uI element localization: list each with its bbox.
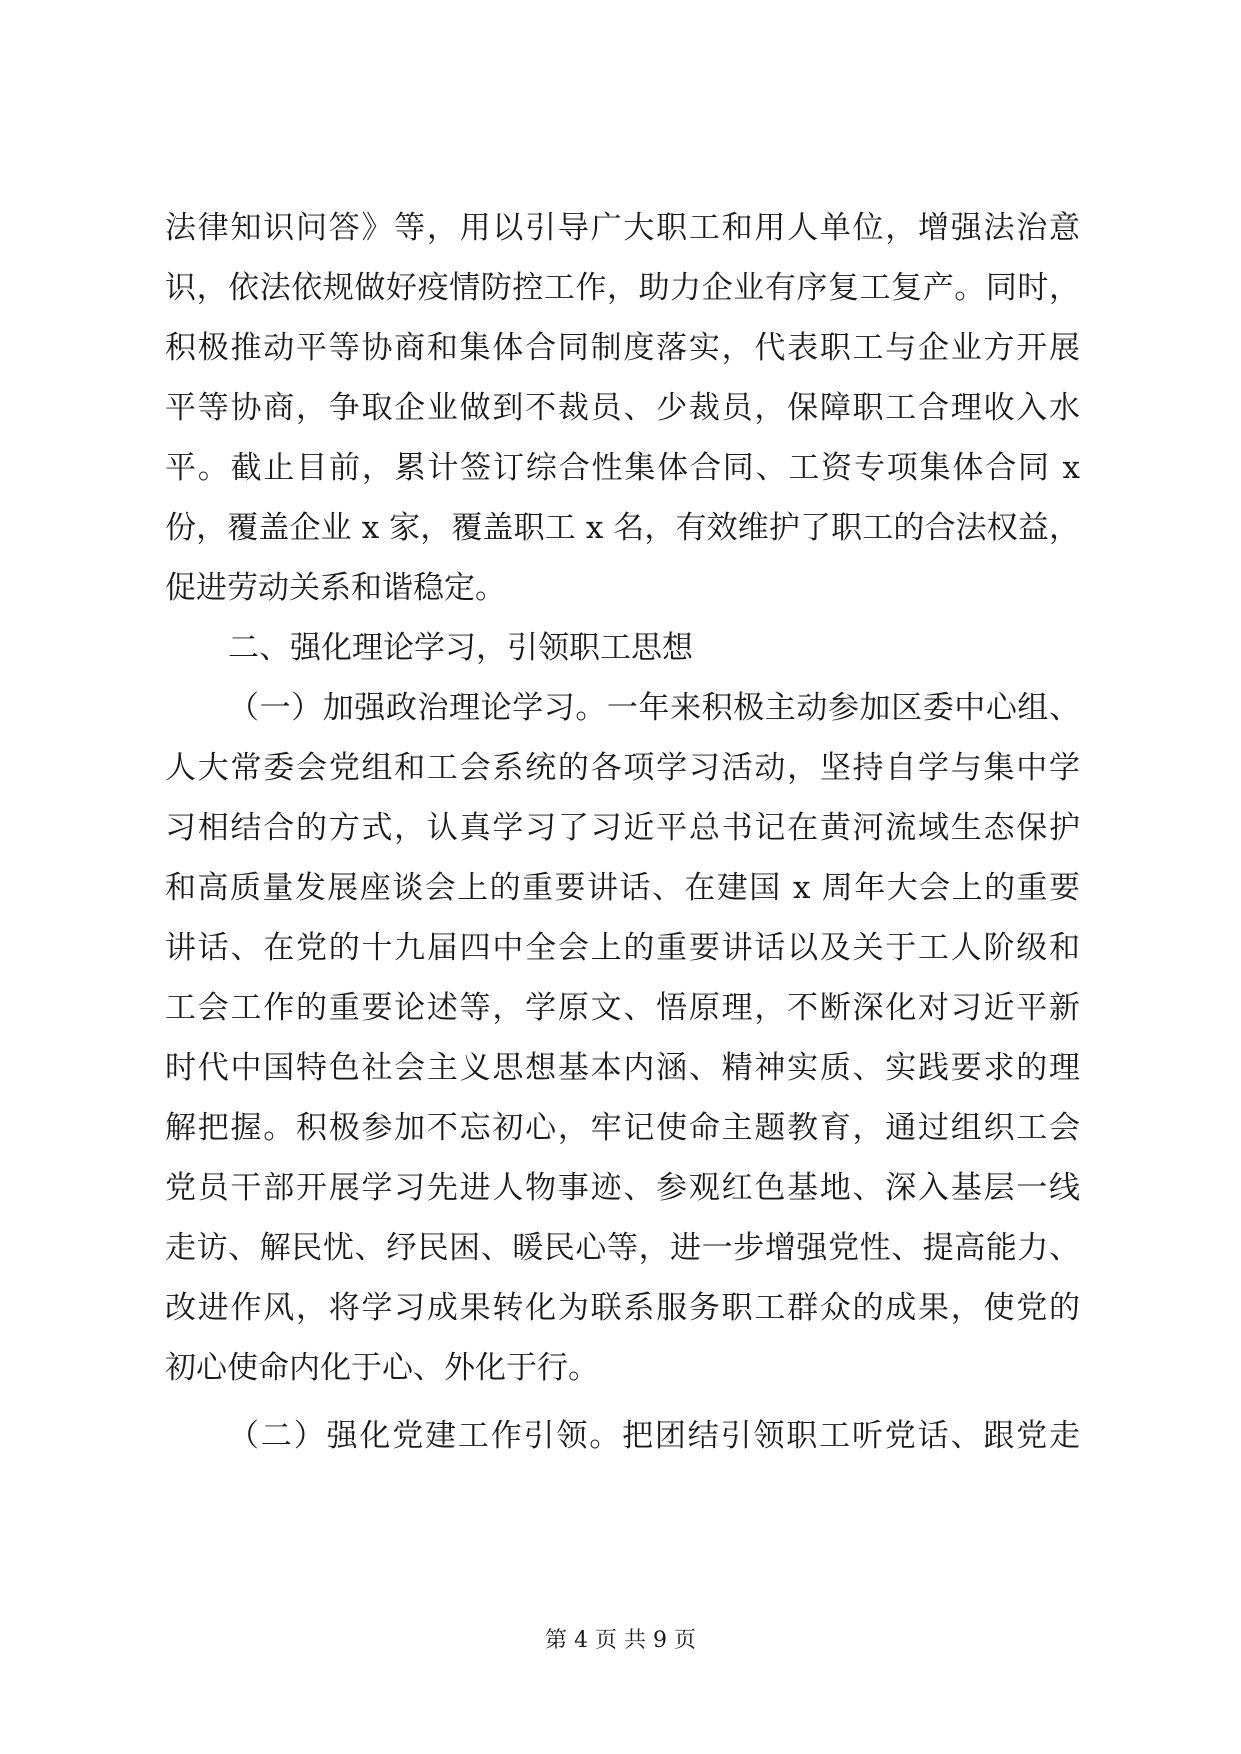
body-text-line: 工会工作的重要论述等，学原文、悟原理，不断深化对习近平新: [165, 990, 1080, 1026]
body-text-line: 和高质量发展座谈会上的重要讲话、在建国 x 周年大会上的重要: [165, 870, 1080, 906]
body-text-line: 习相结合的方式，认真学习了习近平总书记在黄河流域生态保护: [165, 810, 1080, 846]
body-text-line: 解把握。积极参加不忘初心，牢记使命主题教育，通过组织工会: [165, 1110, 1080, 1146]
body-text-line: 人大常委会党组和工会系统的各项学习活动，坚持自学与集中学: [165, 750, 1080, 786]
body-text-line: 法律知识问答》等，用以引导广大职工和用人单位，增强法治意: [165, 210, 1080, 246]
body-text-line: 识，依法依规做好疫情防控工作，助力企业有序复工复产。同时，: [165, 270, 1080, 306]
body-text-line: 党员干部开展学习先进人物事迹、参观红色基地、深入基层一线: [165, 1170, 1080, 1206]
body-text-line: 促进劳动关系和谐稳定。: [165, 570, 506, 606]
section-heading: 二、强化理论学习，引领职工思想: [228, 630, 693, 666]
body-text-line: 时代中国特色社会主义思想基本内涵、精神实质、实践要求的理: [165, 1050, 1080, 1086]
body-text-line: 走访、解民忧、纾民困、暖民心等，进一步增强党性、提高能力、: [165, 1230, 1080, 1266]
body-text-line: （二）强化党建工作引领。把团结引领职工听党话、跟党走: [228, 1418, 1080, 1454]
body-text-line: 改进作风，将学习成果转化为联系服务职工群众的成果，使党的: [165, 1290, 1080, 1326]
body-text-line: 讲话、在党的十九届四中全会上的重要讲话以及关于工人阶级和: [165, 930, 1080, 966]
page-number-footer: 第 4 页 共 9 页: [545, 1628, 696, 1653]
body-text-line: 平等协商，争取企业做到不裁员、少裁员，保障职工合理收入水: [165, 390, 1080, 426]
body-text-line: 份，覆盖企业 x 家，覆盖职工 x 名，有效维护了职工的合法权益，: [165, 510, 1080, 546]
body-text-line: 平。截止目前，累计签订综合性集体合同、工资专项集体合同 x: [165, 450, 1080, 486]
body-text-line: （一）加强政治理论学习。一年来积极主动参加区委中心组、: [228, 690, 1080, 726]
body-text-line: 初心使命内化于心、外化于行。: [165, 1350, 599, 1386]
body-text-line: 积极推动平等协商和集体合同制度落实，代表职工与企业方开展: [165, 330, 1080, 366]
